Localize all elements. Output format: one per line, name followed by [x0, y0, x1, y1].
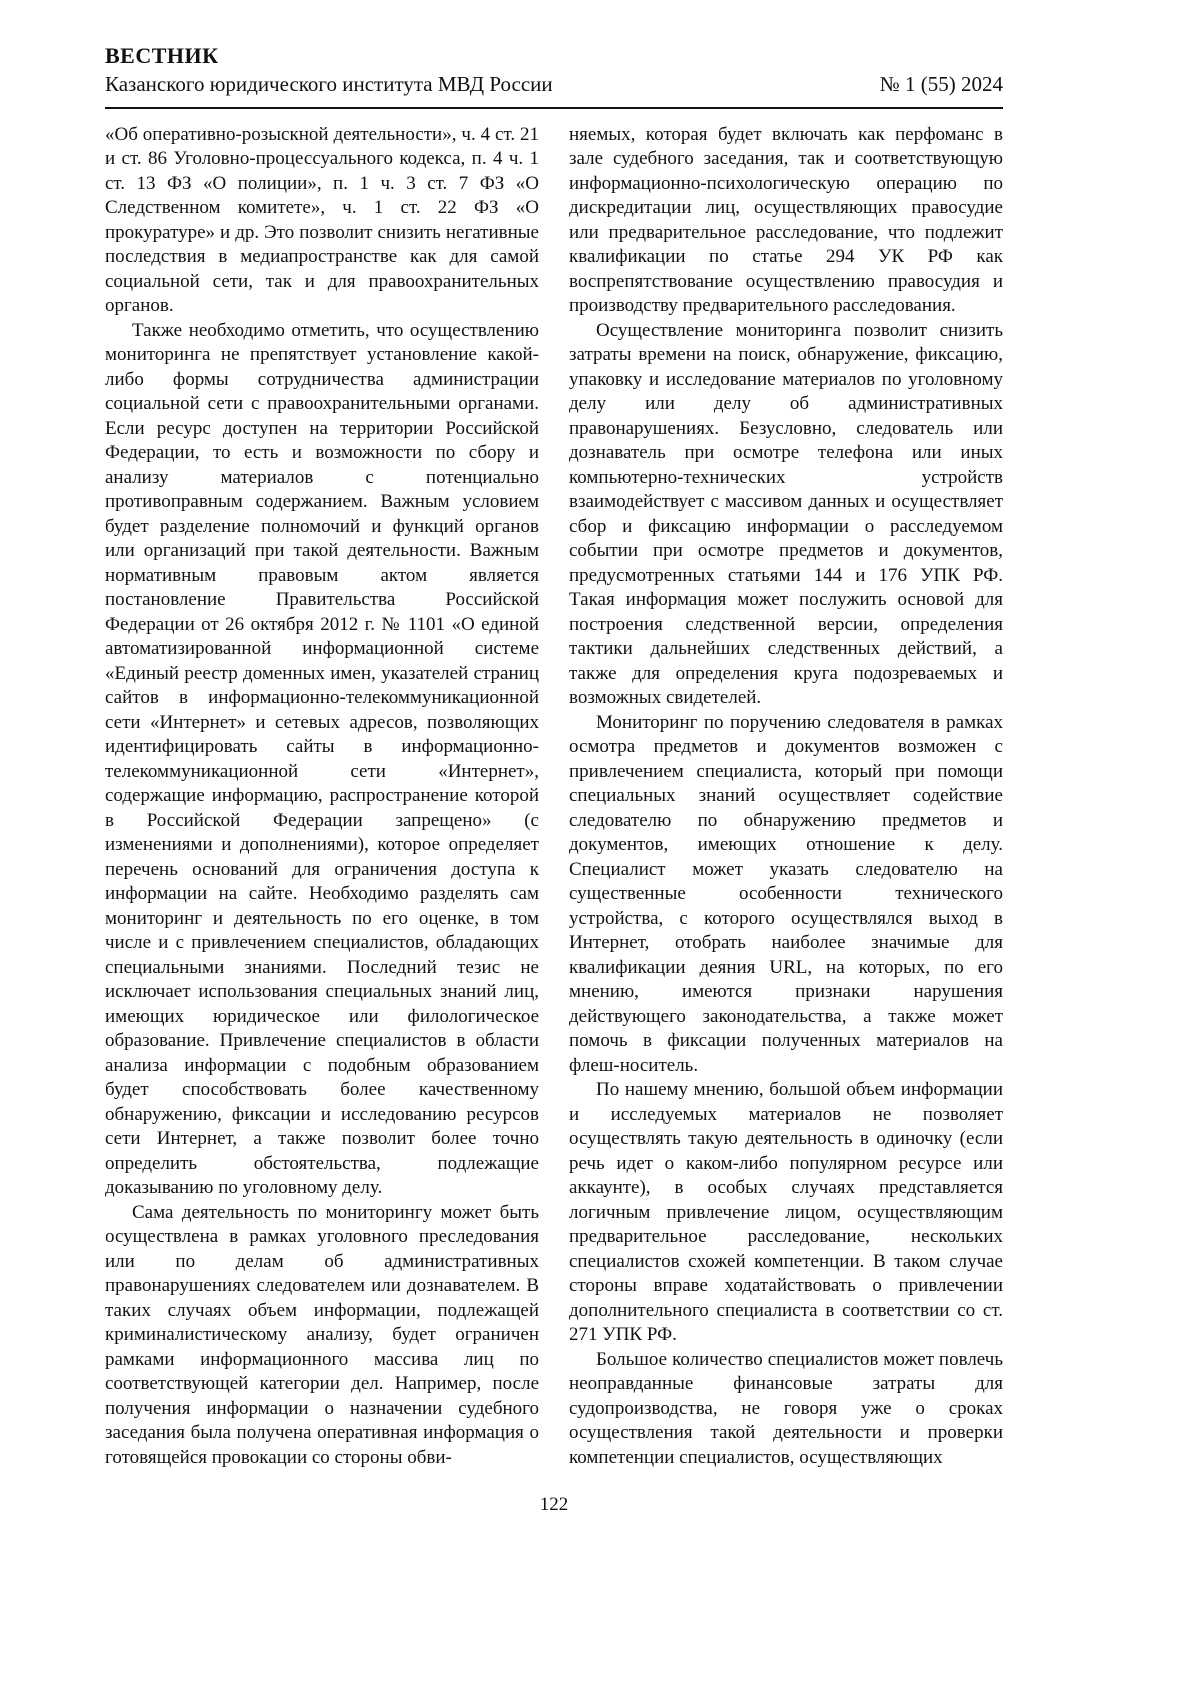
masthead-subtitle-row: [105, 72, 1003, 97]
journal-subtitle: Казанского юридического института МВД России: [105, 71, 553, 96]
journal-masthead: [105, 42, 1003, 109]
paragraph: Также необходимо отметить, что осуществлению мониторинга не препятствует установление какой-либо формы сотрудничества администрации социальной сети с правоохранительными органами. Если ресурс доступен на территории Российской Федерации, то есть и возможности по сбору и анализу материалов с потенциально противоправным содержанием. Важным условием будет разделение полномочий и функций органов или организаций при такой деятельности. Важным нормативным правовым актом является постановление Правительства Российской Федерации от 26 октября 2012 г. № 1101 «О единой автоматизированной информационной системе «Единый реестр доменных имен, указателей страниц сайтов в информационно-телекоммуникационной сети «Интернет» и сетевых адресов, позволяющих идентифицировать сайты в информационно-телекоммуникационной сети «Интернет», содержащие информацию, распространение которой в Российской Федерации запрещено» (с изменениями и дополнениями), которое определяет перечень оснований для ограничения доступа к информации на сайте. Необходимо разделять сам мониторинг и деятельность по его оценке, в том числе и с привлечением специалистов, обладающих специальными знаниями. Последний тезис не исключает использования специальных знаний лиц, имеющих юридическое или филологическое образование. Привлечение специалистов в области анализа информации с подобным образованием будет способствовать более качественному обнаружению, фиксации и исследованию ресурсов сети Интернет, а также позволит более точно определить обстоятельства, подлежащие доказыванию по уголовному делу.: [105, 319, 539, 1198]
page-footer: [105, 1494, 1003, 1516]
issue-number: № 1 (55) 2024: [879, 71, 1003, 96]
left-column: [105, 123, 539, 1471]
paragraph: няемых, которая будет включать как перфоманс в зале судебного заседания, так и соответствующую информационно-психологическую операцию по дискредитации лиц, осуществляющих правосудие или предварительное расследование, что подлежит квалификации по статье 294 УК РФ как воспрепятствование осуществлению правосудия и производству предварительного расследования.: [569, 123, 1003, 316]
paragraph: «Об оперативно-розыскной деятельности», ч. 4 ст. 21 и ст. 86 Уголовно-процессуального кодекса, п. 4 ч. 1 ст. 13 ФЗ «О полиции», п. 1 ч. 3 ст. 7 ФЗ «О Следственном комитете», ч. 1 ст. 22 ФЗ «О прокуратуре» и др. Это позволит снизить негативные последствия в медиапространстве как для самой социальной сети, так и для правоохранительных органов.: [105, 123, 539, 316]
page-number: 122: [539, 1494, 569, 1515]
article-body: [105, 123, 1003, 1471]
paragraph: Мониторинг по поручению следователя в рамках осмотра предметов и документов возможен с привлечением специалиста, который при помощи специальных знаний осуществляет содействие следователю по обнаружению предметов и документов, имеющих отношение к делу. Специалист может указать следователю на существенные особенности технического устройства, с которого осуществлялся выход в Интернет, отобрать наиболее значимые для квалификации деяния URL, на которых, по его мнению, имеются признаки нарушения действующего законодательства, а также может помочь в фиксации полученных материалов на флеш-носитель.: [569, 711, 1003, 1076]
paragraph: Осуществление мониторинга позволит снизить затраты времени на поиск, обнаружение, фиксацию, упаковку и исследование материалов по уголовному делу или делу об административных правонарушениях. Безусловно, следователь или дознаватель при осмотре телефона или иных компьютерно-технических устройств взаимодействует с массивом данных и осуществляет сбор и фиксацию информации о расследуемом событии при осмотре предметов и документов, предусмотренных статьями 144 и 176 УПК РФ. Такая информация может послужить основой для построения следственной версии, определения тактики дальнейших следственных действий, а также для определения круга подозреваемых и возможных свидетелей.: [569, 319, 1003, 708]
journal-title: ВЕСТНИК: [105, 43, 219, 68]
right-column: [569, 123, 1003, 1471]
paragraph: По нашему мнению, большой объем информации и исследуемых материалов не позволяет осуществлять такую деятельность в одиночку (если речь идет о каком-либо популярном ресурсе или аккаунте), в особых случаях представляется логичным привлечение лицом, осуществляющим предварительное расследование, нескольких специалистов схожей компетенции. В таком случае стороны вправе ходатайствовать о привлечении дополнительного специалиста в соответствии со ст. 271 УПК РФ.: [569, 1079, 1003, 1345]
paragraph: Большое количество специалистов может повлечь неоправданные финансовые затраты для судопроизводства, не говоря уже о сроках осуществления такой деятельности и проверки компетенции специалистов, осуществляющих: [569, 1348, 1003, 1468]
paragraph: Сама деятельность по мониторингу может быть осуществлена в рамках уголовного преследования или по делам об административных правонарушениях следователем или дознавателем. В таких случаях объем информации, подлежащей криминалистическому анализу, будет ограничен рамками информационного массива лиц по соответствующей категории дел. Например, после получения информации о назначении судебного заседания была получена оперативная информация о готовящейся провокации со стороны обви-: [105, 1201, 539, 1468]
